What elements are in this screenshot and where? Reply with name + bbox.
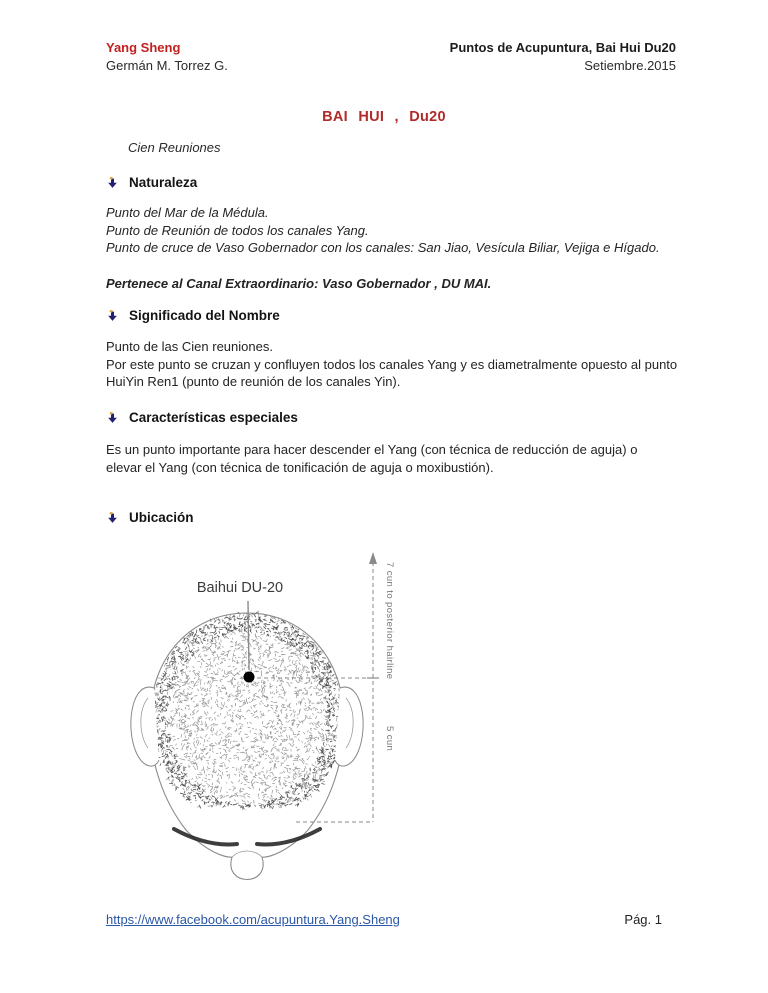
page-title: BAI HUI , Du20 [322,109,446,125]
document-date: Setiembre.2015 [584,58,676,73]
nose-line [232,851,262,857]
head-outline [150,613,344,880]
section-label: Ubicación [129,510,194,525]
text-line: Es un punto importante para hacer descender el Yang (con técnica de reducción de aguja) o [106,442,638,457]
text-line: Punto de Reunión de todos los canales Yang. [106,222,369,238]
left-ear [131,687,159,766]
pertenece-line: Pertenece al Canal Extraordinario: Vaso Gobernador , DU MAI. [106,276,492,291]
right-eyebrow [257,829,320,844]
arrow-bullet-icon [106,411,119,424]
arrow-bullet-icon [106,511,119,524]
section-heading-significado [106,308,280,323]
text-line: elevar el Yang (con técnica de tonificación de aguja o moxibustión). [106,459,494,475]
subtitle: Cien Reuniones [128,140,221,155]
baihui-label: Baihui DU-20 [196,580,284,596]
section-heading-ubicacion [106,510,194,525]
text-line: Punto de las Cien reuniones. [106,339,273,354]
text-line: HuiYin Ren1 (punto de reunión de los canales Yin). [106,374,401,389]
page-number: Pág. 1 [624,912,662,927]
section-label: Significado del Nombre [129,308,280,323]
significado-paragraph [106,338,686,391]
arrow-bullet-icon [106,176,119,189]
caracteristicas-paragraph [106,441,686,476]
measure-upper-label: 7 cun to posterior hairline [384,562,395,680]
arrow-bullet-icon [106,309,119,322]
brand-name: Yang Sheng [106,40,181,55]
label-pointer-line [248,601,249,670]
left-eyebrow [174,829,237,844]
author-name: Germán M. Torrez G. [106,58,228,73]
measure-lower-label: 5 cun [384,726,395,752]
facebook-link[interactable]: https://www.facebook.com/acupuntura.Yang.Sheng [106,912,400,927]
section-label: Naturaleza [129,175,198,190]
text-line: Por este punto se cruzan y confluyen todos los canales Yang y es diametralmente opuesto al punto [106,356,678,372]
text-line: Punto del Mar de la Médula. [106,205,269,220]
text-line: Punto de cruce de Vaso Gobernador con los canales: San Jiao, Vesícula Biliar, Vejiga e Hígado. [106,240,660,255]
section-heading-caracteristicas [106,410,298,425]
baihui-point-dot [244,672,255,683]
naturaleza-paragraph [106,204,686,257]
section-heading-naturaleza [106,175,197,190]
page-header [106,40,676,73]
section-label: Características especiales [129,410,298,425]
page-footer [106,912,676,927]
head-diagram [120,540,420,910]
document-title: Puntos de Acupuntura, Bai Hui Du20 [449,40,676,55]
